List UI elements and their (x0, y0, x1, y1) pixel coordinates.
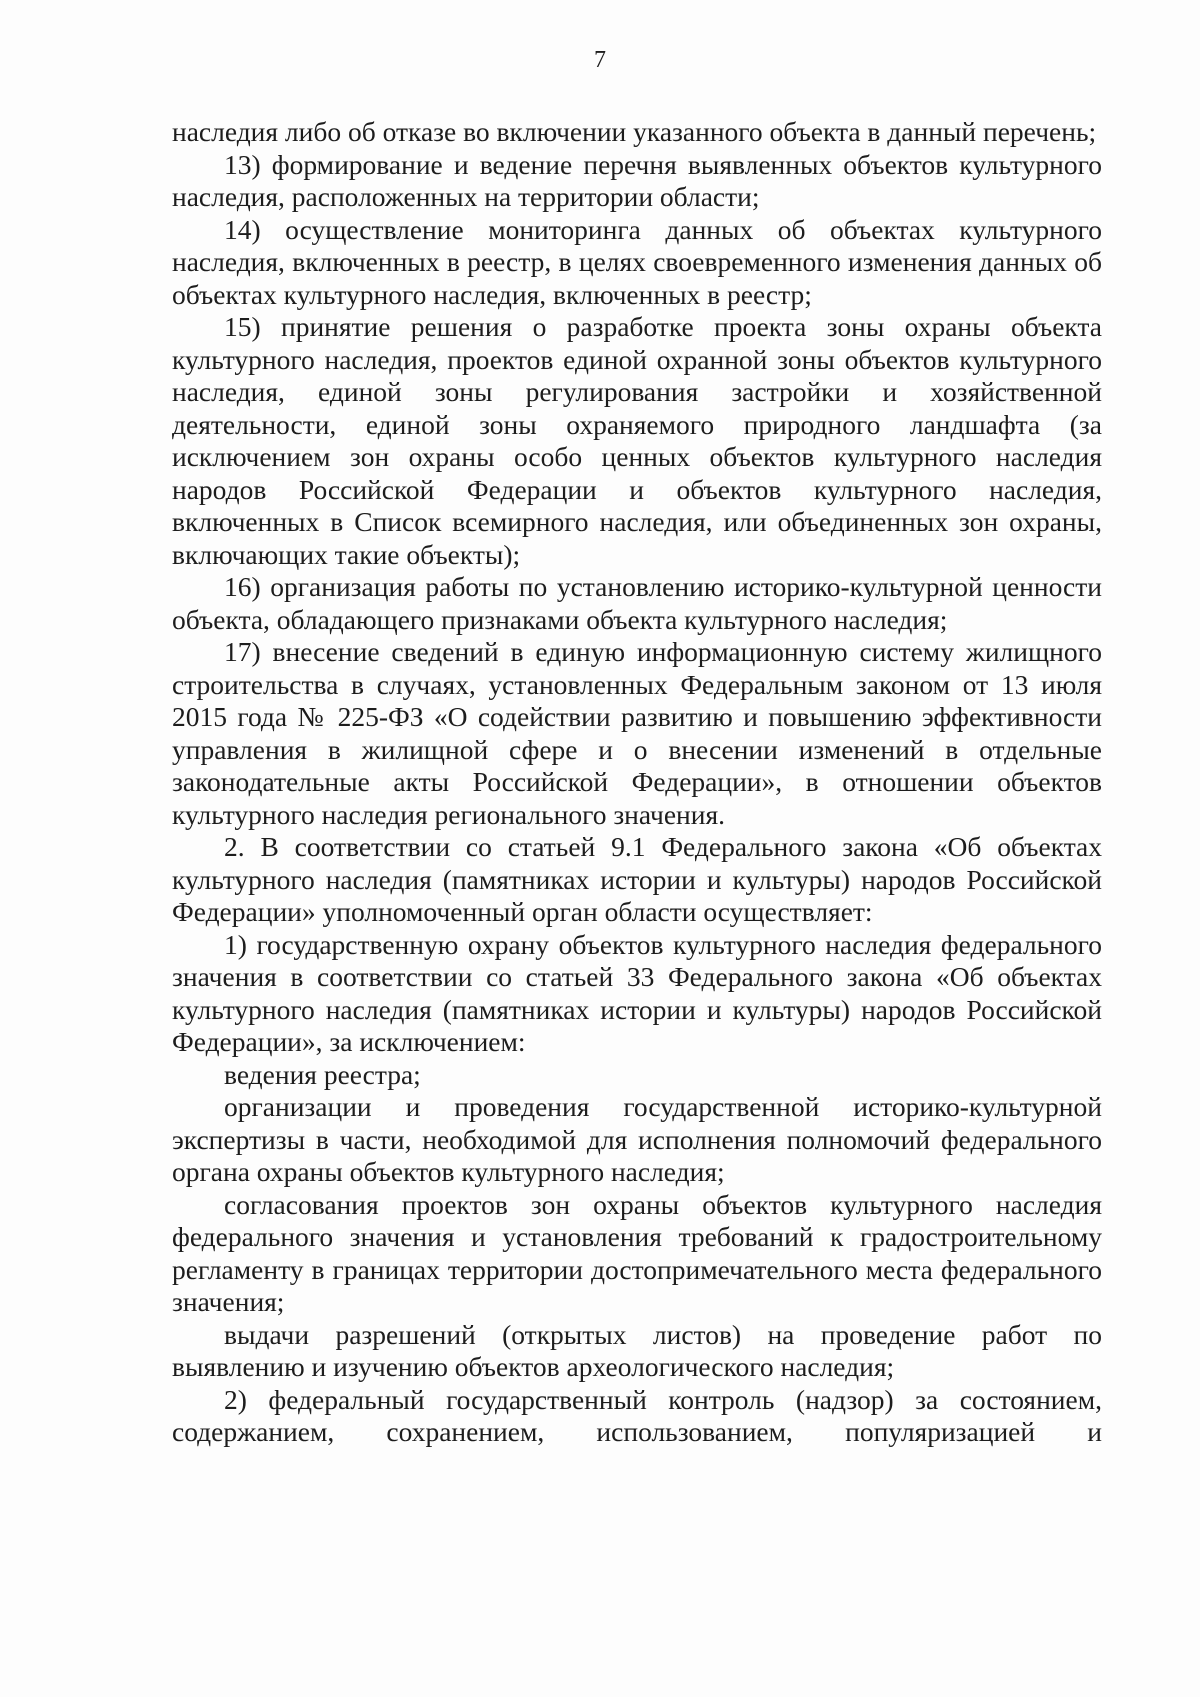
paragraph-item-16: 16) организация работы по установлению историко-культурной ценности объекта, обладающего признаками объекта культурного наследия; (172, 571, 1102, 635)
paragraph-continuation: наследия либо об отказе во включении указанного объекта в данный перечень; (172, 116, 1097, 147)
paragraph-item-17: 17) внесение сведений в единую информационную систему жилищного строительства в случаях, установленных Федеральным законом от 13 июля 2015 года № 225-ФЗ «О содействии развитию и повышению эффективности управления в жилищной сфере и о внесении изменений в отдельные законодательные акты Российской Федерации», в отношении объектов культурного наследия регионального значения. (172, 636, 1102, 830)
paragraph-exception-expertise: организации и проведения государственной историко-культурной экспертизы в части, необходимой для исполнения полномочий федерального органа охраны объектов культурного наследия; (172, 1091, 1102, 1187)
page-number: 7 (594, 47, 606, 73)
paragraph-section-2: 2. В соответствии со статьей 9.1 Федерального закона «Об объектах культурного наследия (памятниках истории и культуры) народов Российской Федерации» уполномоченный орган области осуществляет: (172, 831, 1102, 927)
paragraph-item-14: 14) осуществление мониторинга данных об объектах культурного наследия, включенных в реестр, в целях своевременного изменения данных об объектах культурного наследия, включенных в реестр; (172, 213, 1102, 310)
paragraph-exception-zones: согласования проектов зон охраны объектов культурного наследия федерального значения и установления требований к градостроительному регламенту в границах территории достопримечательного места федерального значения; (172, 1188, 1102, 1317)
paragraph-exception-permits: выдачи разрешений (открытых листов) на проведение работ по выявлению и изучению объектов археологического наследия; (172, 1318, 1102, 1382)
paragraph-item-15: 15) принятие решения о разработке проекта зоны охраны объекта культурного наследия, проектов единой охранной зоны объектов культурного наследия, единой зоны регулирования застройки и хозяйственной деятельности, единой зоны охраняемого природного ландшафта (за исключением зон охраны особо ценных объектов культурного наследия народов Российской Федерации и объектов культурного наследия, включенных в Список всемирного наследия, или объединенных зон охраны, включающих такие объекты); (172, 311, 1102, 570)
paragraph-subitem-2: 2) федеральный государственный контроль (надзор) за состоянием, содержанием, сохранением, использованием, популяризацией и (172, 1383, 1102, 1447)
document-body (172, 116, 1102, 1449)
paragraph-subitem-1: 1) государственную охрану объектов культурного наследия федерального значения в соответствии со статьей 33 Федерального закона «Об объектах культурного наследия (памятниках истории и культуры) народов Российской Федерации», за исключением: (172, 928, 1102, 1057)
paragraph-exception-registry: ведения реестра; (224, 1058, 421, 1090)
paragraph-item-13: 13) формирование и ведение перечня выявленных объектов культурного наследия, расположенных на территории области; (172, 148, 1102, 212)
